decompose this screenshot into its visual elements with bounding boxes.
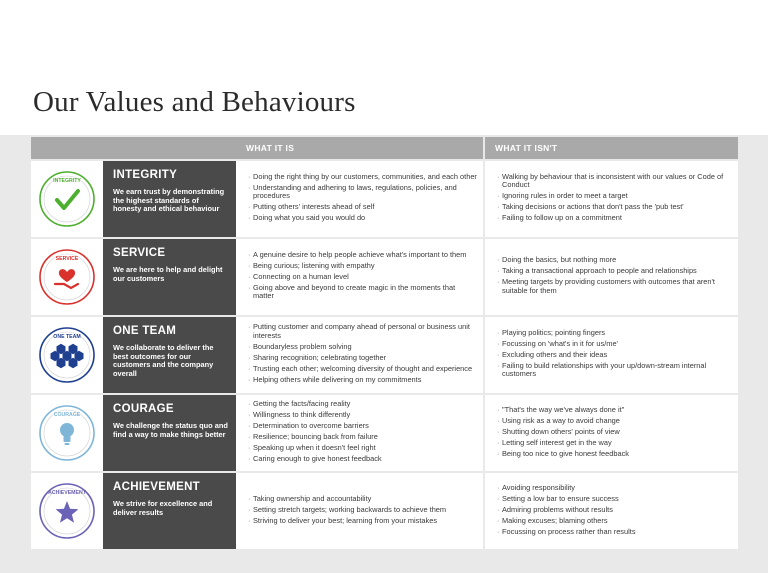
what-it-isnt-list bbox=[497, 173, 732, 225]
value-row bbox=[31, 317, 738, 393]
what-it-is-list-cell bbox=[236, 239, 483, 315]
list-item: · Walking by behaviour that is inconsistent with our values or Code of Conduct bbox=[497, 173, 732, 190]
value-badge-cell bbox=[31, 473, 103, 549]
value-row bbox=[31, 395, 738, 471]
list-item: · Using risk as a way to avoid change bbox=[497, 417, 732, 425]
value-description: We strive for excellence and deliver results bbox=[113, 499, 213, 517]
list-item: · Understanding and adhering to laws, regulations, policies, and procedures bbox=[248, 184, 477, 201]
list-item: · Letting self interest get in the way bbox=[497, 439, 732, 447]
list-item: · Taking a transactional approach to people and relationships bbox=[497, 267, 732, 275]
header-what-it-is: WHAT IT IS bbox=[246, 143, 295, 153]
value-name-cell bbox=[103, 473, 236, 549]
value-name-cell bbox=[103, 239, 236, 315]
value-row bbox=[31, 473, 738, 549]
what-it-is-list bbox=[248, 400, 477, 466]
list-item: · A genuine desire to help people achieve what's important to them bbox=[248, 251, 477, 259]
list-item: · Getting the facts/facing reality bbox=[248, 400, 477, 408]
list-item: · Doing the basics, but nothing more bbox=[497, 256, 732, 264]
what-it-is-list-cell bbox=[236, 473, 483, 549]
list-item: · Determination to overcome barriers bbox=[248, 422, 477, 430]
table-header bbox=[31, 137, 738, 159]
value-description: We are here to help and delight our customers bbox=[113, 265, 223, 283]
list-item: · Taking decisions or actions that don't pass the 'pub test' bbox=[497, 203, 732, 211]
list-item: · Doing the right thing by our customers, communities, and each other bbox=[248, 173, 477, 181]
what-it-is-list-cell bbox=[236, 395, 483, 471]
what-it-is-list-cell bbox=[236, 161, 483, 237]
list-item: · Helping others while delivering on my commitments bbox=[248, 376, 477, 384]
value-badge bbox=[38, 482, 96, 540]
what-it-isnt-list bbox=[497, 406, 732, 461]
badge-label: ONE TEAM bbox=[53, 334, 81, 340]
list-item: · Sharing recognition; celebrating together bbox=[248, 354, 477, 362]
value-badge-cell bbox=[31, 317, 103, 393]
list-item: · Failing to follow up on a commitment bbox=[497, 214, 732, 222]
value-badge-cell bbox=[31, 395, 103, 471]
list-item: · Doing what you said you would do bbox=[248, 214, 477, 222]
what-it-isnt-list bbox=[497, 484, 732, 539]
list-item: · Setting stretch targets; working backwards to achieve them bbox=[248, 506, 477, 514]
badge-label: SERVICE bbox=[55, 256, 79, 262]
value-row bbox=[31, 161, 738, 237]
value-badge bbox=[38, 248, 96, 306]
what-it-isnt-list-cell bbox=[483, 239, 738, 315]
value-name: ACHIEVEMENT bbox=[113, 481, 201, 493]
list-item: · Putting customer and company ahead of personal or business unit interests bbox=[248, 323, 477, 340]
list-item: · Resilience; bouncing back from failure bbox=[248, 433, 477, 441]
list-item: · "That's the way we've always done it" bbox=[497, 406, 732, 414]
list-item: · Putting others' interests ahead of self bbox=[248, 203, 477, 211]
what-it-is-list bbox=[248, 323, 477, 386]
list-item: · Meeting targets by providing customers with outcomes that aren't suitable for them bbox=[497, 278, 732, 295]
list-item: · Going above and beyond to create magic in the moments that matter bbox=[248, 284, 477, 301]
value-name-cell bbox=[103, 317, 236, 393]
what-it-isnt-list bbox=[497, 256, 732, 297]
what-it-is-list bbox=[248, 251, 477, 303]
list-item: · Avoiding responsibility bbox=[497, 484, 732, 492]
value-name-cell bbox=[103, 161, 236, 237]
what-it-is-list bbox=[248, 173, 477, 225]
list-item: · Striving to deliver your best; learning from your mistakes bbox=[248, 517, 477, 525]
value-row bbox=[31, 239, 738, 315]
table-body bbox=[31, 161, 738, 549]
value-name-cell bbox=[103, 395, 236, 471]
value-name: SERVICE bbox=[113, 247, 166, 259]
value-name: COURAGE bbox=[113, 403, 174, 415]
list-item: · Trusting each other; welcoming diversity of thought and experience bbox=[248, 365, 477, 373]
list-item: · Taking ownership and accountability bbox=[248, 495, 477, 503]
header-what-it-isnt: WHAT IT ISN'T bbox=[483, 137, 738, 159]
what-it-is-list bbox=[248, 495, 477, 528]
badge-label: INTEGRITY bbox=[53, 178, 81, 184]
value-description: We collaborate to deliver the best outcomes for our customers and the company overall bbox=[113, 343, 214, 378]
what-it-isnt-list bbox=[497, 329, 732, 381]
list-item: · Excluding others and their ideas bbox=[497, 351, 732, 359]
list-item: · Being too nice to give honest feedback bbox=[497, 450, 732, 458]
value-name: INTEGRITY bbox=[113, 169, 178, 181]
list-item: · Ignoring rules in order to meet a target bbox=[497, 192, 732, 200]
what-it-isnt-list-cell bbox=[483, 161, 738, 237]
list-item: · Connecting on a human level bbox=[248, 273, 477, 281]
value-badge bbox=[38, 326, 96, 384]
list-item: · Being curious; listening with empathy bbox=[248, 262, 477, 270]
values-table bbox=[31, 137, 738, 549]
list-item: · Boundaryless problem solving bbox=[248, 343, 477, 351]
badge-label: COURAGE bbox=[53, 412, 81, 418]
what-it-isnt-list-cell bbox=[483, 473, 738, 549]
value-badge-cell bbox=[31, 161, 103, 237]
value-name: ONE TEAM bbox=[113, 325, 177, 337]
list-item: · Failing to build relationships with your up/down-stream internal customers bbox=[497, 362, 732, 379]
page-title: Our Values and Behaviours bbox=[33, 86, 356, 118]
list-item: · Shutting down others' points of view bbox=[497, 428, 732, 436]
list-item: · Willingness to think differently bbox=[248, 411, 477, 419]
list-item: · Focussing on 'what's in it for us/me' bbox=[497, 340, 732, 348]
what-it-isnt-list-cell bbox=[483, 395, 738, 471]
list-item: · Speaking up when it doesn't feel right bbox=[248, 444, 477, 452]
list-item: · Playing politics; pointing fingers bbox=[497, 329, 732, 337]
what-it-is-list-cell bbox=[236, 317, 483, 393]
value-description: We earn trust by demonstrating the highest standards of honesty and ethical behaviour bbox=[113, 187, 225, 214]
value-description: We challenge the status quo and find a way to make things better bbox=[113, 421, 228, 439]
value-badge-cell bbox=[31, 239, 103, 315]
value-badge bbox=[38, 404, 96, 462]
list-item: · Focussing on process rather than results bbox=[497, 528, 732, 536]
list-item: · Setting a low bar to ensure success bbox=[497, 495, 732, 503]
list-item: · Making excuses; blaming others bbox=[497, 517, 732, 525]
badge-label: ACHIEVEMENT bbox=[48, 490, 86, 496]
list-item: · Admiring problems without results bbox=[497, 506, 732, 514]
value-badge bbox=[38, 170, 96, 228]
what-it-isnt-list-cell bbox=[483, 317, 738, 393]
list-item: · Caring enough to give honest feedback bbox=[248, 455, 477, 463]
